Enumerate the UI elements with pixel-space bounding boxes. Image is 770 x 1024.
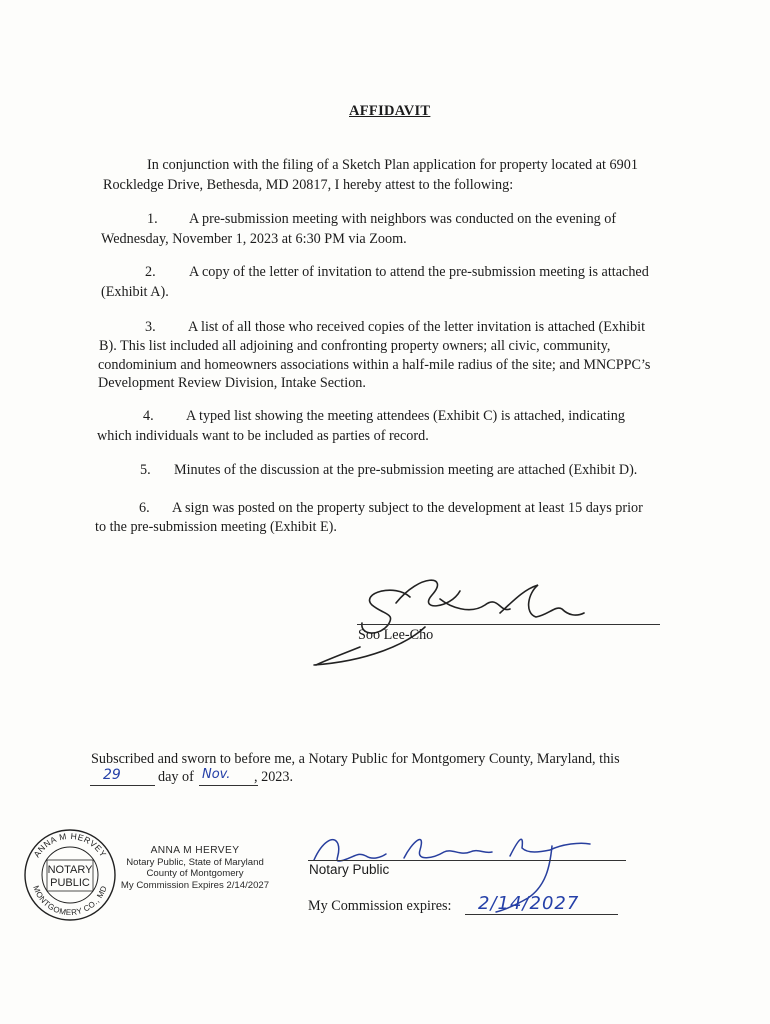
jurat-month-value: Nov. [202, 767, 231, 782]
item-3-line-1: A list of all those who received copies of the letter invitation is attached (Exhibit [188, 319, 646, 335]
item-3-line-2: B). This list included all adjoining and confronting property owners; all civic, community, [99, 338, 611, 354]
commission-date: 2/14/2027 [478, 893, 580, 914]
item-number-2: 2. [145, 264, 156, 280]
jurat-day-of-label: day of [158, 769, 194, 785]
svg-text:MONTGOMERY CO., MD [31, 884, 109, 917]
item-3-line-4: Development Review Division, Intake Section. [98, 375, 366, 391]
item-1-line-1: A pre-submission meeting with neighbors was conducted on the evening of [189, 211, 617, 227]
affiant-signature [300, 565, 600, 675]
item-6-line-1: A sign was posted on the property subject to the development at least 15 days prior [172, 500, 643, 516]
affidavit-title: AFFIDAVIT [349, 103, 431, 119]
jurat-line-1: Subscribed and sworn to before me, a Notary Public for Montgomery County, Maryland, this [91, 751, 620, 767]
jurat-day-value: 29 [103, 767, 121, 783]
commission-label: My Commission expires: [308, 898, 452, 914]
affiant-signature-line [357, 624, 660, 625]
seal-top-arc: ANNA M HERVEY [31, 830, 109, 860]
item-5-line-1: Minutes of the discussion at the pre-submission meeting are attached (Exhibit D). [174, 462, 638, 478]
notary-block-line-4: My Commission Expires 2/14/2027 [120, 879, 270, 891]
affiant-name: Soo Lee-Cho [358, 627, 434, 643]
notary-block-name: ANNA M HERVEY [150, 845, 240, 856]
item-6-line-2: to the pre-submission meeting (Exhibit E). [95, 519, 337, 535]
seal-center-line-1: NOTARY [47, 864, 93, 876]
commission-date-line [465, 914, 618, 915]
jurat-day-line [90, 785, 155, 786]
item-4-line-2: which individuals want to be included as parties of record. [97, 428, 429, 444]
item-1-line-2: Wednesday, November 1, 2023 at 6:30 PM via Zoom. [101, 231, 407, 247]
item-4-line-1: A typed list showing the meeting attendees (Exhibit C) is attached, indicating [186, 408, 625, 424]
item-number-4: 4. [143, 408, 154, 424]
notary-signature-line [308, 860, 626, 861]
svg-text:ANNA M HERVEY [31, 831, 108, 859]
notary-block [112, 845, 278, 891]
item-number-6: 6. [139, 500, 150, 516]
notary-seal [22, 827, 118, 923]
notary-block-line-2: Notary Public, State of Maryland [126, 856, 264, 868]
item-2-line-1: A copy of the letter of invitation to attend the pre-submission meeting is attached [189, 264, 649, 280]
notary-block-line-3: County of Montgomery [146, 868, 244, 879]
seal-bottom-arc: MONTGOMERY CO., MD [31, 884, 109, 918]
jurat-year: , 2023. [254, 769, 294, 785]
item-number-1: 1. [147, 211, 158, 227]
item-number-5: 5. [140, 462, 151, 478]
notary-signature-label: Notary Public [309, 862, 390, 877]
item-2-line-2: (Exhibit A). [101, 284, 169, 300]
seal-center-line-2: PUBLIC [50, 877, 90, 889]
intro-line-1: In conjunction with the filing of a Sketch Plan application for property located at 6901 [147, 157, 638, 173]
item-3-line-3: condominium and homeowners associations within a half-mile radius of the site; and MNCPPC’s [98, 357, 651, 373]
intro-line-2: Rockledge Drive, Bethesda, MD 20817, I hereby attest to the following: [103, 177, 514, 193]
jurat-month-line [199, 785, 258, 786]
item-number-3: 3. [145, 319, 156, 335]
